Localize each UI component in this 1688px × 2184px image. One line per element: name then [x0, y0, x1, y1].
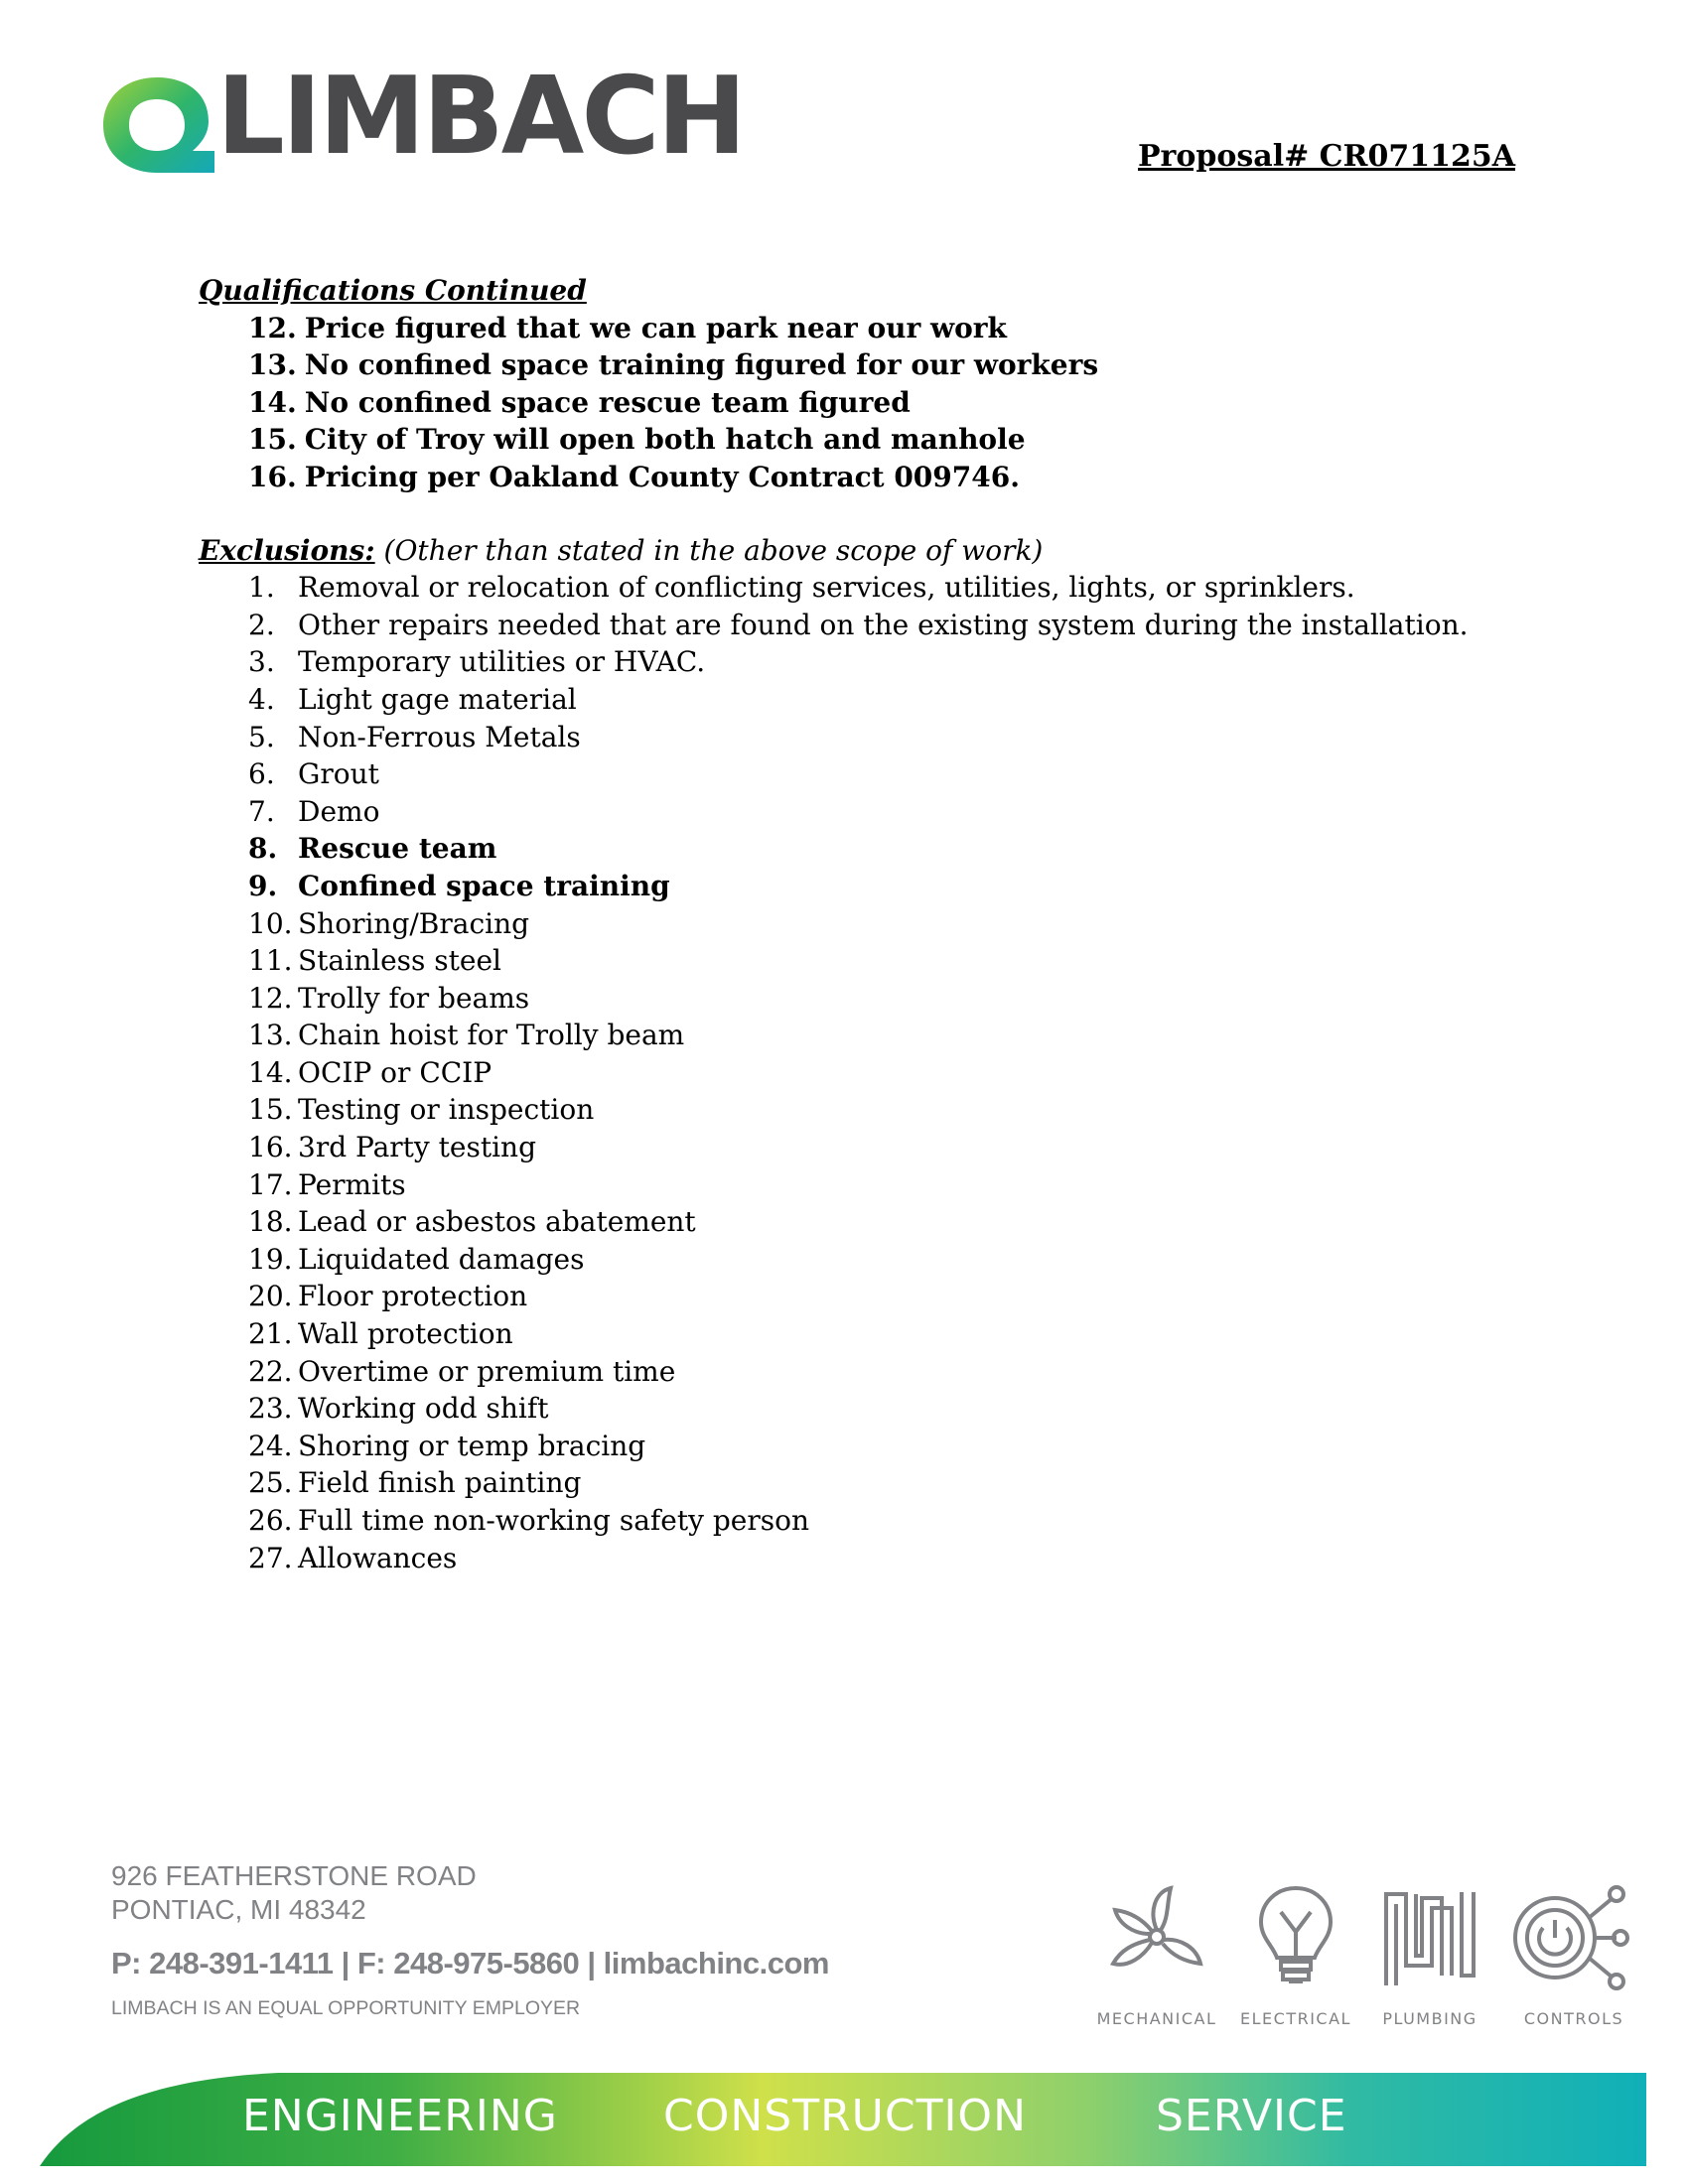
- item-number: 16.: [248, 1131, 293, 1164]
- service-mechanical: [1092, 1882, 1221, 2028]
- item-number: 14.: [248, 1055, 293, 1089]
- exclusion-item: [199, 905, 1489, 943]
- qualification-item: [199, 346, 1489, 384]
- exclusion-item: [199, 1428, 1489, 1465]
- exclusion-item: [199, 607, 1489, 644]
- exclusion-item: [199, 1502, 1489, 1540]
- item-text: Other repairs needed that are found on the existing system during the installation.: [298, 608, 1469, 641]
- exclusion-item: [199, 681, 1489, 719]
- exclusion-item: [199, 1166, 1489, 1204]
- item-number: 15.: [248, 1093, 293, 1127]
- qualifications-heading: [199, 272, 1489, 310]
- exclusion-item: [199, 793, 1489, 831]
- qualification-item: [199, 384, 1489, 422]
- exclusion-item: [199, 942, 1489, 980]
- item-text: Full time non-working safety person: [298, 1504, 809, 1537]
- item-text: Testing or inspection: [298, 1093, 595, 1127]
- item-number: 6.: [248, 757, 275, 791]
- lightbulb-icon: [1251, 1882, 1340, 1991]
- address-line-1: 926 FEATHERSTONE ROAD: [111, 1860, 477, 1891]
- pipe-icon: [1380, 1882, 1479, 1991]
- exclusion-item: [199, 1203, 1489, 1241]
- item-text: Rescue team: [298, 832, 497, 866]
- item-number: 9.: [248, 869, 278, 902]
- item-number: 27.: [248, 1541, 293, 1574]
- exclusion-item: [199, 1278, 1489, 1315]
- item-number: 5.: [248, 720, 275, 753]
- item-text: Grout: [298, 757, 379, 791]
- service-label-electrical: ELECTRICAL: [1240, 2009, 1351, 2028]
- exclusion-item: [199, 1091, 1489, 1129]
- item-text: Shoring/Bracing: [298, 906, 530, 940]
- exclusion-item: [199, 868, 1489, 905]
- controls-icon: [1509, 1882, 1638, 1991]
- footer-banner: [40, 2067, 1646, 2166]
- service-plumbing: [1365, 1882, 1494, 2028]
- item-number: 26.: [248, 1504, 293, 1537]
- item-text: Price figured that we can park near our work: [304, 311, 1007, 344]
- item-text: Shoring or temp bracing: [298, 1429, 646, 1462]
- item-number: 13.: [248, 348, 297, 382]
- item-text: OCIP or CCIP: [298, 1055, 492, 1089]
- item-text: Permits: [298, 1167, 406, 1201]
- item-text: 3rd Party testing: [298, 1131, 537, 1164]
- item-number: 14.: [248, 385, 297, 419]
- item-text: Removal or relocation of conflicting services, utilities, lights, or sprinklers.: [298, 571, 1355, 605]
- item-number: 10.: [248, 906, 293, 940]
- exclusion-item: [199, 755, 1489, 793]
- service-label-mechanical: MECHANICAL: [1096, 2009, 1217, 2028]
- item-text: Stainless steel: [298, 944, 501, 978]
- item-text: Wall protection: [298, 1317, 513, 1351]
- item-number: 22.: [248, 1354, 293, 1388]
- qualifications-title: Qualifications Continued: [199, 274, 587, 307]
- exclusion-item: [199, 643, 1489, 681]
- item-text: Trolly for beams: [298, 981, 530, 1015]
- item-number: 2.: [248, 608, 275, 641]
- item-number: 24.: [248, 1429, 293, 1462]
- banner-engineering: ENGINEERING: [242, 2091, 558, 2141]
- address-line-2: PONTIAC, MI 48342: [111, 1894, 366, 1925]
- exclusion-item: [199, 569, 1489, 607]
- item-text: No confined space training figured for our workers: [304, 348, 1099, 382]
- service-controls: [1509, 1882, 1638, 2028]
- exclusions-title: Exclusions:: [199, 533, 375, 567]
- item-number: 1.: [248, 571, 275, 605]
- exclusion-item: [199, 1540, 1489, 1577]
- exclusions-heading: [199, 532, 1489, 570]
- exclusions-note: (Other than stated in the above scope of work): [374, 533, 1044, 567]
- exclusion-item: [199, 1315, 1489, 1353]
- item-number: 16.: [248, 460, 297, 493]
- exclusion-item: [199, 1464, 1489, 1502]
- service-electrical: [1231, 1882, 1360, 2028]
- proposal-number: Proposal# CR071125A: [1138, 139, 1515, 174]
- item-text: Temporary utilities or HVAC.: [298, 645, 706, 679]
- item-number: 17.: [248, 1167, 293, 1201]
- limbach-logo: [99, 55, 745, 191]
- banner-service: SERVICE: [1156, 2091, 1347, 2141]
- logo-mark-icon: [99, 71, 218, 181]
- item-text: Allowances: [298, 1541, 458, 1574]
- item-text: Lead or asbestos abatement: [298, 1205, 696, 1239]
- item-text: Overtime or premium time: [298, 1354, 676, 1388]
- document-body: [199, 272, 1489, 1576]
- qualification-item: [199, 421, 1489, 459]
- qualifications-list: [199, 310, 1489, 496]
- item-number: 18.: [248, 1205, 293, 1239]
- item-number: 11.: [248, 944, 293, 978]
- item-text: Working odd shift: [298, 1392, 549, 1426]
- item-text: Confined space training: [298, 869, 670, 902]
- item-number: 20.: [248, 1280, 293, 1313]
- item-text: No confined space rescue team figured: [304, 385, 911, 419]
- exclusion-item: [199, 980, 1489, 1018]
- item-number: 21.: [248, 1317, 293, 1351]
- exclusion-item: [199, 1353, 1489, 1391]
- item-number: 15.: [248, 423, 297, 457]
- exclusion-item: [199, 830, 1489, 868]
- fan-icon: [1097, 1882, 1216, 1991]
- exclusion-item: [199, 1241, 1489, 1279]
- item-text: Floor protection: [298, 1280, 528, 1313]
- exclusion-item: [199, 1390, 1489, 1428]
- exclusion-item: [199, 1129, 1489, 1166]
- item-text: Light gage material: [298, 682, 577, 716]
- item-number: 4.: [248, 682, 275, 716]
- exclusion-item: [199, 719, 1489, 756]
- item-text: City of Troy will open both hatch and manhole: [304, 423, 1026, 457]
- exclusion-item: [199, 1054, 1489, 1092]
- banner-construction: CONSTRUCTION: [663, 2091, 1027, 2141]
- item-text: Pricing per Oakland County Contract 009746.: [304, 460, 1020, 493]
- item-number: 19.: [248, 1242, 293, 1276]
- service-label-controls: CONTROLS: [1523, 2009, 1624, 2028]
- item-number: 8.: [248, 832, 278, 866]
- exclusions-list: [199, 569, 1489, 1576]
- item-number: 25.: [248, 1466, 293, 1500]
- exclusion-item: [199, 1017, 1489, 1054]
- item-text: Chain hoist for Trolly beam: [298, 1019, 685, 1052]
- item-number: 23.: [248, 1392, 293, 1426]
- item-number: 3.: [248, 645, 275, 679]
- equal-opportunity-statement: LIMBACH IS AN EQUAL OPPORTUNITY EMPLOYER: [111, 1997, 581, 2019]
- qualification-item: [199, 459, 1489, 496]
- item-number: 12.: [248, 981, 293, 1015]
- company-address: [111, 1859, 477, 1927]
- item-text: Field finish painting: [298, 1466, 582, 1500]
- item-number: 7.: [248, 794, 275, 828]
- item-text: Non-Ferrous Metals: [298, 720, 581, 753]
- item-text: Demo: [298, 794, 380, 828]
- item-text: Liquidated damages: [298, 1242, 585, 1276]
- item-number: 12.: [248, 311, 297, 344]
- contact-line: P: 248-391-1411 | F: 248-975-5860 | limbachinc.com: [111, 1946, 829, 1980]
- item-number: 13.: [248, 1019, 293, 1052]
- logo-wordmark: LIMBACH: [216, 55, 745, 179]
- qualification-item: [199, 310, 1489, 347]
- service-label-plumbing: PLUMBING: [1382, 2009, 1477, 2028]
